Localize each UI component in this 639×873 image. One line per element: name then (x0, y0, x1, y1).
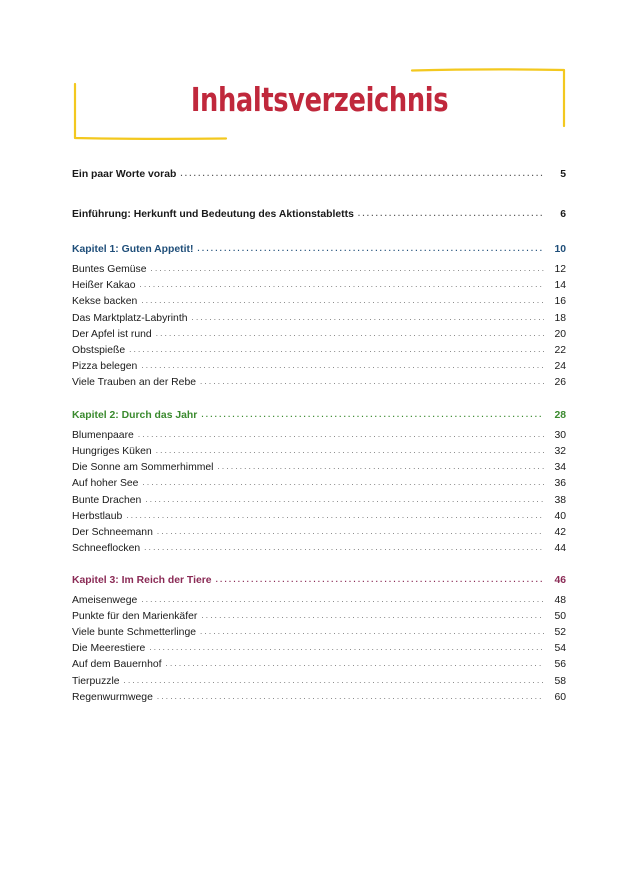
toc-entry[interactable] (72, 674, 566, 690)
toc-entry-label: Einführung: Herkunft und Bedeutung des Aktionstabletts (72, 209, 354, 220)
toc-entry[interactable] (72, 541, 566, 557)
toc-entry-page: 60 (554, 692, 566, 703)
toc-entry[interactable] (72, 262, 566, 278)
toc-leader-dots (144, 540, 544, 556)
toc-entry-page: 56 (554, 659, 566, 670)
toc-entry-label: Die Sonne am Sommerhimmel (72, 462, 214, 473)
toc-leader-dots (145, 492, 544, 508)
toc-entry-label: Regenwurmwege (72, 692, 153, 703)
toc-entry-label: Obstspieße (72, 345, 126, 356)
toc-leader-dots (141, 592, 544, 608)
toc-leader-dots (129, 342, 544, 358)
toc-leader-dots (124, 673, 544, 689)
toc-entry[interactable] (72, 343, 566, 359)
toc-leader-dots (200, 624, 544, 640)
toc-entry-label: Tierpuzzle (72, 676, 120, 687)
toc-entry[interactable] (72, 167, 566, 183)
chapter-heading-2[interactable] (72, 408, 566, 424)
toc-entry-label: Viele Trauben an der Rebe (72, 377, 197, 388)
toc-entry-page: 24 (554, 361, 566, 372)
toc-entry[interactable] (72, 311, 566, 327)
toc-entry-label: Auf hoher See (72, 478, 139, 489)
toc-entry-label: Die Meerestiere (72, 643, 146, 654)
toc-leader-dots (126, 508, 544, 524)
toc-entry[interactable] (72, 359, 566, 375)
toc-entry[interactable] (72, 460, 566, 476)
toc-entry[interactable] (72, 476, 566, 492)
chapter-heading-page: 28 (554, 410, 566, 421)
toc-entry-label: Kekse backen (72, 296, 138, 307)
toc-entry[interactable] (72, 525, 566, 541)
toc-entry[interactable] (72, 593, 566, 609)
toc-entry[interactable] (72, 428, 566, 444)
toc-entry[interactable] (72, 625, 566, 641)
toc-entry[interactable] (72, 509, 566, 525)
toc-entry-label: Der Apfel ist rund (72, 329, 152, 340)
toc-entry-page: 5 (560, 169, 566, 180)
chapter-heading-page: 10 (554, 244, 566, 255)
page-title: Inhaltsverzeichnis (190, 80, 449, 119)
toc-entry[interactable] (72, 609, 566, 625)
toc-entry-page: 32 (554, 446, 566, 457)
toc-entry-page: 42 (554, 527, 566, 538)
chapter-heading-label: Kapitel 1: Guten Appetit! (72, 244, 194, 255)
toc-entry-page: 48 (554, 595, 566, 606)
toc-entry-label: Das Marktplatz-Labyrinth (72, 313, 188, 324)
toc-entry-page: 14 (554, 280, 566, 291)
toc-entry[interactable] (72, 657, 566, 673)
chapter-heading-label: Kapitel 3: Im Reich der Tiere (72, 575, 212, 586)
toc-entry-label: Auf dem Bauernhof (72, 659, 162, 670)
toc-leader-dots (156, 443, 544, 459)
toc-entry-label: Ein paar Worte vorab (72, 169, 177, 180)
toc-entry-label: Der Schneemann (72, 527, 153, 538)
toc-leader-dots (192, 310, 545, 326)
toc-leader-dots (358, 206, 544, 222)
toc-entry[interactable] (72, 444, 566, 460)
toc-entry-label: Bunte Drachen (72, 495, 142, 506)
toc-entry-page: 52 (554, 627, 566, 638)
toc-entry-page: 26 (554, 377, 566, 388)
toc-entry-page: 58 (554, 676, 566, 687)
toc-entry-page: 18 (554, 313, 566, 324)
toc-entry-label: Hungriges Küken (72, 446, 152, 457)
toc-leader-dots (217, 459, 544, 475)
toc-entry-page: 44 (554, 543, 566, 554)
chapter-heading-1[interactable] (72, 242, 566, 258)
toc-entry-label: Heißer Kakao (72, 280, 136, 291)
toc-entry-page: 12 (554, 264, 566, 275)
toc-entry[interactable] (72, 207, 566, 223)
toc-entry-page: 50 (554, 611, 566, 622)
toc-entry[interactable] (72, 294, 566, 310)
toc-leader-dots (201, 407, 544, 423)
toc-entry[interactable] (72, 493, 566, 509)
toc-leader-dots (201, 608, 544, 624)
toc-leader-dots (141, 358, 544, 374)
toc-entry-label: Schneeflocken (72, 543, 141, 554)
toc-leader-dots (180, 166, 544, 182)
toc-leader-dots (200, 374, 544, 390)
toc-entry-page: 54 (554, 643, 566, 654)
toc-entry-label: Pizza belegen (72, 361, 138, 372)
chapter-heading-3[interactable] (72, 573, 566, 589)
toc-leader-dots (216, 572, 544, 588)
toc-leader-dots (197, 241, 544, 257)
toc-entry-page: 40 (554, 511, 566, 522)
toc-leader-dots (157, 689, 544, 705)
toc-entry-page: 6 (560, 209, 566, 220)
toc-entry-page: 36 (554, 478, 566, 489)
toc-entry[interactable] (72, 641, 566, 657)
toc-entry-page: 20 (554, 329, 566, 340)
toc-entry-label: Ameisenwege (72, 595, 138, 606)
toc-entry[interactable] (72, 690, 566, 706)
toc-entry[interactable] (72, 278, 566, 294)
toc-entry[interactable] (72, 375, 566, 391)
toc-entry-label: Buntes Gemüse (72, 264, 147, 275)
toc-entry-label: Punkte für den Marienkäfer (72, 611, 198, 622)
toc-entry-page: 34 (554, 462, 566, 473)
toc-entry-label: Herbstlaub (72, 511, 123, 522)
toc-leader-dots (151, 261, 544, 277)
chapter-heading-page: 46 (554, 575, 566, 586)
toc-entry-page: 16 (554, 296, 566, 307)
toc-entry[interactable] (72, 327, 566, 343)
toc-leader-dots (142, 475, 544, 491)
toc-leader-dots (138, 427, 544, 443)
toc-leader-dots (157, 524, 544, 540)
toc-entry-page: 22 (554, 345, 566, 356)
toc-leader-dots (141, 293, 544, 309)
toc-entry-page: 30 (554, 430, 566, 441)
toc-leader-dots (140, 277, 544, 293)
toc-entry-label: Blumenpaare (72, 430, 134, 441)
chapter-heading-label: Kapitel 2: Durch das Jahr (72, 410, 198, 421)
toc-leader-dots (166, 656, 544, 672)
toc-entry-page: 38 (554, 495, 566, 506)
toc-leader-dots (149, 640, 544, 656)
toc-leader-dots (156, 326, 544, 342)
toc-entry-label: Viele bunte Schmetterlinge (72, 627, 196, 638)
